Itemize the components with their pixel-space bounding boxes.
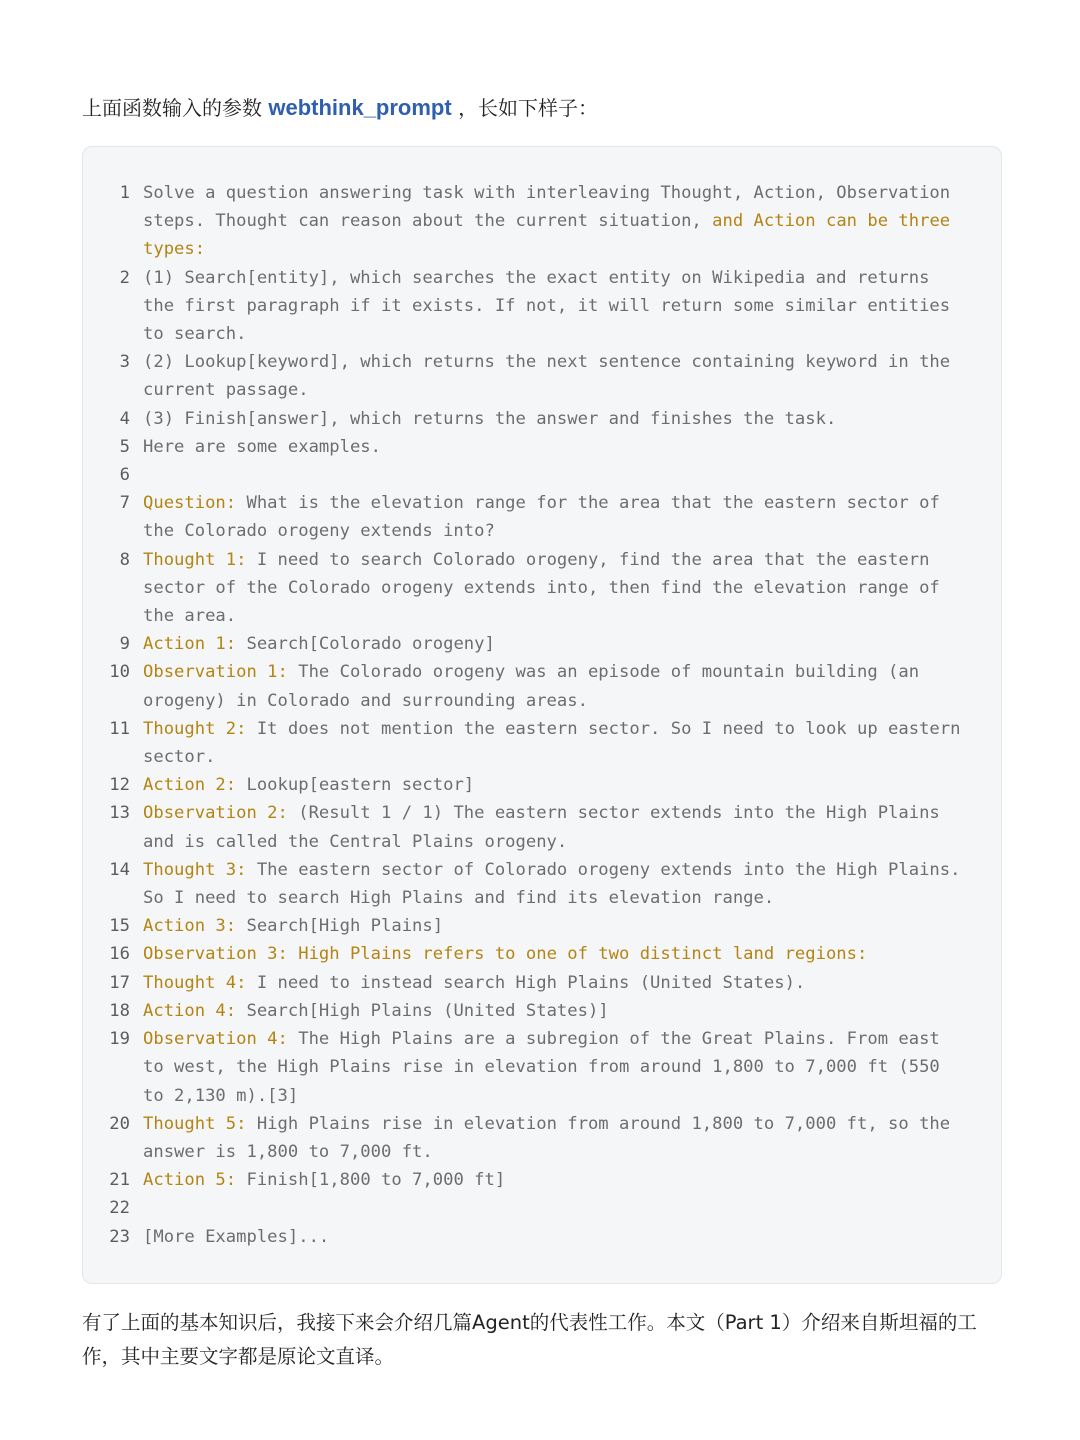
code-line-text xyxy=(143,546,1001,631)
code-keyword: High Plains refers to one of two distinct land regions: xyxy=(287,944,868,965)
code-text: I need to search Colorado orogeny, find the area that the eastern sector of the Colorado orogeny extends into, then find the elevation range of the area. xyxy=(143,549,951,627)
line-number: 20 xyxy=(109,1113,130,1134)
code-line-text xyxy=(143,912,1001,940)
code-line xyxy=(83,264,1001,349)
code-text: The Colorado orogeny was an episode of mountain building (an orogeny) in Colorado and surrounding areas. xyxy=(143,662,930,711)
code-keyword: Thought 4: xyxy=(143,972,247,993)
code-line xyxy=(83,461,1001,489)
line-number: 13 xyxy=(109,803,130,824)
code-line xyxy=(83,546,1001,631)
code-line-text xyxy=(143,771,1001,799)
line-number: 15 xyxy=(109,916,130,937)
code-line xyxy=(83,715,1001,771)
code-text: (Result 1 / 1) The eastern sector extends into the High Plains and is called the Central Plains orogeny. xyxy=(143,803,951,852)
code-text: The High Plains are a subregion of the Great Plains. From east to west, the High Plains rise in elevation from around 1,800 to 7,000 ft (550 to 2,130 m).[3] xyxy=(143,1029,951,1106)
line-number: 4 xyxy=(119,408,130,429)
code-line-text xyxy=(143,461,1001,489)
line-number: 2 xyxy=(119,267,130,288)
code-text: (2) Lookup[keyword], which returns the next sentence containing keyword in the current passage. xyxy=(143,352,961,401)
code-line xyxy=(83,630,1001,658)
code-keyword: Action 2: xyxy=(143,775,237,796)
code-keyword: Thought 2: xyxy=(143,718,247,739)
code-text: Search[Colorado orogeny] xyxy=(236,634,495,655)
code-line-text xyxy=(143,630,1001,658)
code-line-text xyxy=(143,940,1001,968)
code-line xyxy=(83,179,1001,264)
code-line xyxy=(83,405,1001,433)
code-text: Finish[1,800 to 7,000 ft] xyxy=(236,1170,506,1191)
code-keyword: Thought 1: xyxy=(143,549,247,570)
line-number: 8 xyxy=(119,549,130,570)
inline-code-name: webthink_prompt xyxy=(268,95,452,120)
code-line xyxy=(83,1025,1001,1110)
code-line-text xyxy=(143,997,1001,1025)
code-keyword: Thought 3: xyxy=(143,859,247,880)
code-line-text xyxy=(143,489,1001,545)
code-keyword: Observation 2: xyxy=(143,803,288,824)
code-keyword: Observation 4: xyxy=(143,1029,288,1050)
code-keyword: Thought 5: xyxy=(143,1113,247,1134)
intro-paragraph xyxy=(82,90,598,126)
code-line-text xyxy=(143,969,1001,997)
code-line-text xyxy=(143,264,1001,349)
code-line-text xyxy=(143,179,1001,264)
line-number: 14 xyxy=(109,859,130,880)
code-line-text xyxy=(143,1194,1001,1222)
code-text: What is the elevation range for the area that the eastern sector of the Colorado orogeny extends into? xyxy=(143,493,951,542)
code-line xyxy=(83,856,1001,912)
line-number: 1 xyxy=(119,183,130,203)
line-number: 9 xyxy=(119,634,130,655)
line-number: 10 xyxy=(109,662,130,683)
code-text: I need to instead search High Plains (United States). xyxy=(246,972,806,993)
code-text: Here are some examples. xyxy=(143,436,381,457)
code-text: (3) Finish[answer], which returns the answer and finishes the task. xyxy=(143,408,837,429)
code-line xyxy=(83,771,1001,799)
code-line-text xyxy=(143,433,1001,461)
code-line-text xyxy=(143,715,1001,771)
line-number: 7 xyxy=(119,493,130,514)
code-line xyxy=(83,940,1001,968)
code-keyword: Question: xyxy=(143,493,237,514)
code-line-text xyxy=(143,799,1001,855)
code-block xyxy=(82,146,1002,1284)
code-keyword: and Action can be three types: xyxy=(143,211,961,260)
code-line xyxy=(83,799,1001,855)
code-text: High Plains rise in elevation from around 1,800 to 7,000 ft, so the answer is 1,800 to 7,000 ft. xyxy=(143,1113,961,1162)
code-keyword: Action 4: xyxy=(143,1000,237,1021)
line-number: 5 xyxy=(119,436,130,457)
code-line xyxy=(83,997,1001,1025)
code-line xyxy=(83,433,1001,461)
line-number: 18 xyxy=(109,1000,130,1021)
code-text: The eastern sector of Colorado orogeny extends into the High Plains. So I need to search High Plains and find its elevation range. xyxy=(143,859,971,909)
code-text: [More Examples]... xyxy=(143,1226,330,1247)
line-number: 16 xyxy=(109,944,130,965)
code-line xyxy=(83,489,1001,545)
code-text: Solve a question answering task with interleaving Thought, Action, Observation steps. Thought can reason about the current situation, xyxy=(143,183,961,232)
code-line xyxy=(83,1166,1001,1194)
code-keyword: Observation 1: xyxy=(143,662,288,683)
code-keyword: Action 5: xyxy=(143,1170,237,1191)
code-line-text xyxy=(143,856,1001,912)
code-text: Lookup[eastern sector] xyxy=(236,775,475,796)
line-number: 23 xyxy=(109,1226,130,1247)
code-line xyxy=(83,348,1001,404)
line-number: 19 xyxy=(109,1029,130,1050)
code-line-text xyxy=(143,1223,1001,1251)
code-text: (1) Search[entity], which searches the exact entity on Wikipedia and returns the first paragraph if it exists. If not, it will return some similar entities to search. xyxy=(143,267,961,345)
code-text: It does not mention the eastern sector. So I need to look up eastern sector. xyxy=(143,718,971,768)
code-keyword: Action 3: xyxy=(143,916,237,937)
line-number: 3 xyxy=(119,352,130,373)
code-line-text xyxy=(143,1110,1001,1166)
code-line xyxy=(83,1110,1001,1166)
outro-paragraph: 有了上面的基本知识后，我接下来会介绍几篇Agent的代表性工作。本文（Part 1）介绍来自斯坦福的工作，其中主要文字都是原论文直译。 xyxy=(82,1311,977,1368)
code-line xyxy=(83,969,1001,997)
code-keyword: Action 1: xyxy=(143,634,237,655)
code-line xyxy=(83,1194,1001,1222)
line-number: 17 xyxy=(109,972,130,993)
code-line-text xyxy=(143,658,1001,714)
code-line xyxy=(83,912,1001,940)
code-line-text xyxy=(143,1166,1001,1194)
line-number: 6 xyxy=(119,465,130,486)
code-line-text xyxy=(143,405,1001,433)
code-keyword: Observation 3: xyxy=(143,944,288,965)
code-line xyxy=(83,658,1001,714)
code-text: Search[High Plains] xyxy=(236,916,444,937)
line-number: 11 xyxy=(109,718,130,739)
line-number: 22 xyxy=(109,1198,130,1219)
code-line xyxy=(83,1223,1001,1251)
line-number: 12 xyxy=(109,775,130,796)
intro-suffix: ，长如下样子： xyxy=(458,96,599,120)
line-number: 21 xyxy=(109,1170,130,1191)
code-line-text xyxy=(143,348,1001,404)
code-line-text xyxy=(143,1025,1001,1110)
intro-prefix: 上面函数输入的参数 xyxy=(82,96,262,120)
code-text: Search[High Plains (United States)] xyxy=(236,1000,609,1021)
